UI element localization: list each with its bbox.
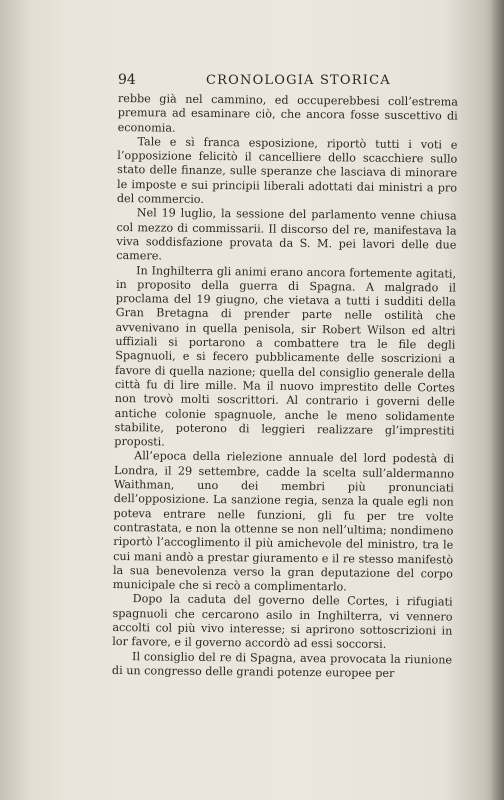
body-text <box>112 92 458 682</box>
paragraph: In Inghilterra gli animi erano ancora fortemente agitati, in proposito della guerra di Spagna. A malgrado il proclama del 19 giugno, che vietava a tutti i sudditi della Gran Bretagna di prender parte nelle ostilità che avvenivano in quella penisola, sir Robert Wilson ed altri uffiziali si portarono a combattere tra le file degli Spagnuoli, e si fecero pubblicamente delle soscrizioni a favore di quella nazione; quella del consiglio generale della città fu di lire mille. Ma il nuovo imprestito delle Cortes non trovò molti soscrittori. Al contrario i governi delle antiche colonie spagnuole, anche le meno solidamente stabilite, poterono di leggieri realizzare gl’imprestiti proposti. <box>114 263 457 449</box>
running-title: CRONOLOGIA STORICA <box>206 73 391 88</box>
paragraph: Il consiglio del re di Spagna, avea provocata la riunione di un congresso delle grandi potenze europee per <box>111 649 453 680</box>
paragraph: rebbe già nel cammino, ed occuperebbesi coll’estrema premura ad esaminare ciò, che ancora fosse suscettivo di economia. <box>117 92 458 135</box>
page-header <box>118 72 458 90</box>
paragraph: All’epoca della rielezione annuale del lord podestà di Londra, il 29 settembre, cadde la scelta sull’aldermanno Waithman, uno dei membri più pronunciati dell’opposizione. La sanzione regia, senza la quale egli non poteva entrare nelle funzioni, gli fu per tre volte contrastata, e non la ottenne se non nell’ultima; nondimeno riportò l’accoglimento il più amichevole del ministro, tra le cui mani andò a prestar giuramento e il re stesso manifestò la sua benevolenza verso la gran deputazione del corpo municipale che si recò a complimentarlo. <box>112 449 455 594</box>
paragraph: Tale e sì franca esposizione, riportò tutti i voti e l’opposizione felicitò il cancelliere dello scacchiere sullo stato delle finanze, sulle speranze che lasciava di minorare le imposte e sui principii liberali adottati dai ministri a pro del commercio. <box>116 135 458 206</box>
page-edge-shadow <box>490 0 504 800</box>
paragraph: Nel 19 luglio, la sessione del parlamento venne chiusa col mezzo di commissarii. Il discorso del re, manifestava la viva soddisfazione provata da S. M. pei lavori delle due camere. <box>116 206 457 263</box>
paragraph: Dopo la caduta del governo delle Cortes, i rifugiati spagnuoli che cercarono asilo in Inghilterra, vi vennero accolti col più vivo interesse; si aprirono sottoscrizioni in lor favore, e il governo accordò ad essi soccorsi. <box>112 592 453 652</box>
page-number: 94 <box>118 72 136 88</box>
